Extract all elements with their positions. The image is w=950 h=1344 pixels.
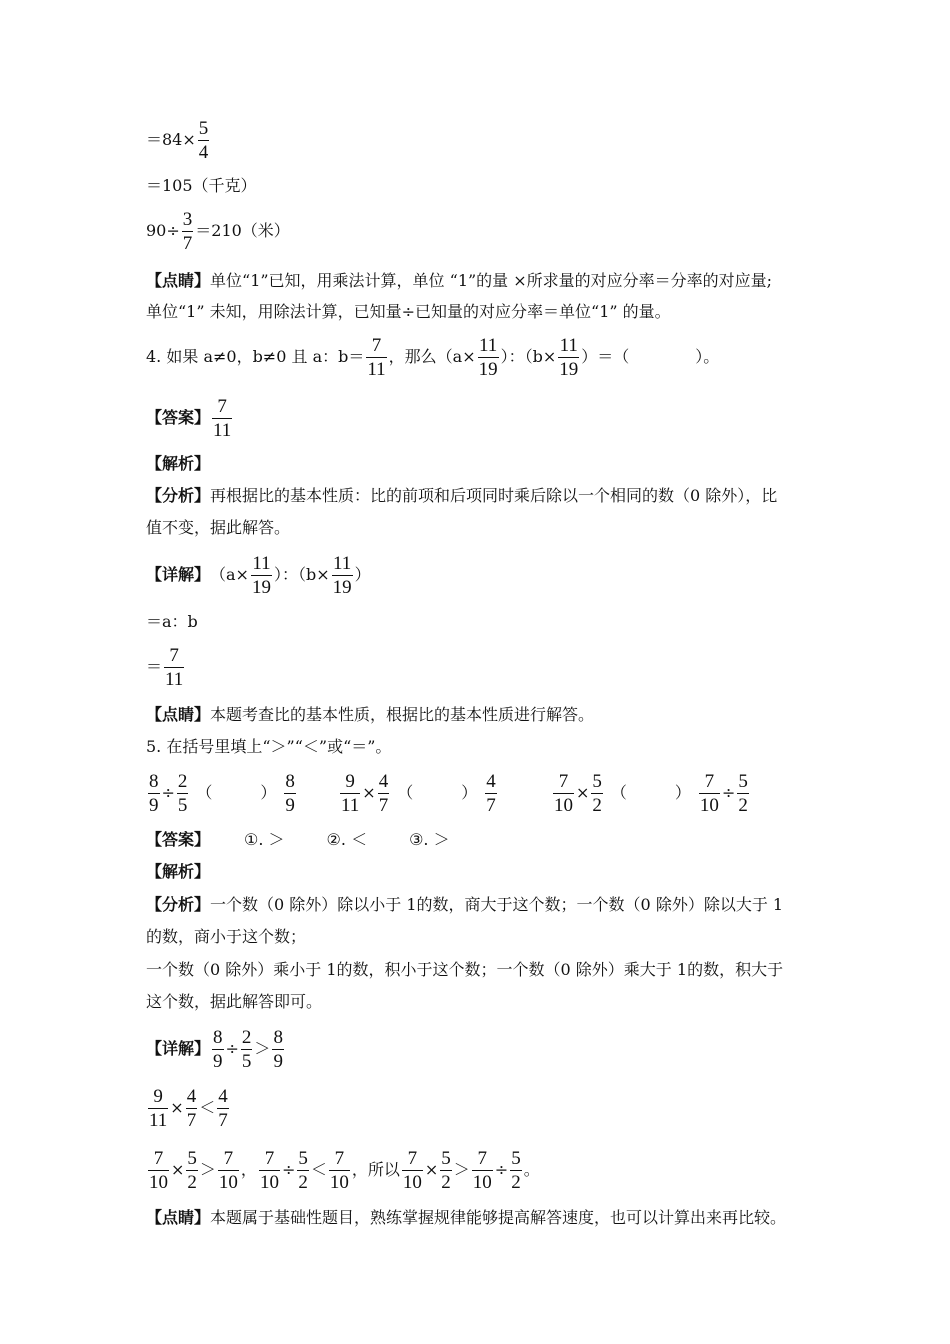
fraction <box>340 772 360 815</box>
denominator: 9 <box>149 794 159 816</box>
answer-blank: （ ） <box>397 783 478 802</box>
numerator: 5 <box>198 117 209 139</box>
operator: × <box>576 783 590 802</box>
relation-sign: ＞ <box>254 1039 271 1058</box>
fraction <box>148 772 160 815</box>
question-5-stem <box>146 737 391 757</box>
fraction <box>378 772 390 815</box>
tip-line-2 <box>146 302 671 322</box>
question-5-fenxi-line-4 <box>146 992 322 1012</box>
stem-text: ）。 <box>695 347 720 366</box>
fraction <box>182 210 194 253</box>
numerator: 5 <box>441 1147 451 1169</box>
numerator: 11 <box>252 552 271 574</box>
operator: × <box>170 1098 184 1117</box>
fraction <box>553 772 574 815</box>
tip-text: 本题考查比的基本性质，根据比的基本性质进行解答。 <box>210 705 595 724</box>
numerator: 3 <box>182 208 193 230</box>
fraction <box>699 772 720 815</box>
fraction <box>402 1149 423 1192</box>
fraction <box>186 1149 198 1192</box>
denominator: 9 <box>285 794 295 816</box>
equation-text: ＝210（米） <box>195 221 290 240</box>
numerator: 4 <box>486 770 496 792</box>
tip-tag: 【点睛】 <box>146 1208 211 1227</box>
numerator: 7 <box>153 1147 164 1169</box>
answer-3: ③. ＞ <box>409 830 450 849</box>
denominator: 11 <box>165 668 184 690</box>
question-4-analysis-heading <box>146 454 210 474</box>
denominator: 19 <box>332 576 352 598</box>
numerator: 5 <box>511 1147 521 1169</box>
fraction <box>297 1149 309 1192</box>
fraction <box>218 1149 239 1192</box>
numerator: 5 <box>738 770 748 792</box>
comparison-3 <box>551 770 751 816</box>
detail-text: ＝a：b <box>146 612 198 631</box>
denominator: 10 <box>402 1171 422 1193</box>
denominator: 19 <box>478 358 498 380</box>
answer-tag: 【答案】 <box>146 830 211 849</box>
numerator: 5 <box>187 1147 197 1169</box>
numerator: 9 <box>345 770 355 792</box>
equation-text: ＝105（千克） <box>146 176 257 195</box>
fraction <box>485 772 497 815</box>
detail-text: ）：（b× <box>273 565 330 584</box>
fraction <box>329 1149 350 1192</box>
denominator: 4 <box>198 141 209 163</box>
fraction <box>251 554 272 597</box>
fraction <box>478 336 499 379</box>
relation-sign: ＜ <box>310 1160 327 1179</box>
stem-text: ，那么（a× <box>388 347 476 366</box>
fraction <box>472 1149 493 1192</box>
numerator: 7 <box>558 770 569 792</box>
denominator: 10 <box>699 794 719 816</box>
operator: ÷ <box>225 1039 239 1058</box>
fraction <box>332 554 353 597</box>
equation-text: ＝84× <box>146 130 196 149</box>
question-4-detail-line-3 <box>146 644 186 690</box>
denominator: 9 <box>213 1050 223 1072</box>
denominator: 5 <box>177 794 188 816</box>
question-5-detail-line-1 <box>146 1026 286 1072</box>
fraction <box>558 336 579 379</box>
end-punctuation: 。 <box>523 1160 540 1179</box>
fraction <box>198 119 210 162</box>
tip-text: 本题属于基础性题目，熟练掌握规律能够提高解答速度，也可以计算出来再比较。 <box>210 1208 787 1227</box>
fraction <box>164 646 184 689</box>
operator: × <box>424 1160 439 1179</box>
numerator: 11 <box>332 552 352 574</box>
fraction <box>272 1028 284 1071</box>
question-4-tip <box>146 705 594 725</box>
question-4-stem <box>146 334 720 380</box>
numerator: 7 <box>217 395 227 417</box>
numerator: 7 <box>407 1147 418 1169</box>
numerator: 2 <box>241 1026 252 1048</box>
equation-line-3 <box>146 208 290 254</box>
connector-text: ，所以 <box>351 1160 400 1179</box>
question-4-answer <box>146 395 234 441</box>
stem-text: ）：（b× <box>500 347 557 366</box>
numerator: 9 <box>153 1085 163 1107</box>
numerator: 4 <box>218 1085 228 1107</box>
numerator: 8 <box>149 770 159 792</box>
denominator: 9 <box>273 1050 283 1072</box>
fraction <box>737 772 749 815</box>
fraction <box>186 1087 198 1130</box>
denominator: 2 <box>592 794 602 816</box>
fenxi-tag: 【分析】 <box>146 486 211 505</box>
stem-text: 4. 如果 a≠0，b≠0 且 a：b＝ <box>146 347 365 366</box>
numerator: 8 <box>285 770 295 792</box>
fraction <box>212 1028 224 1071</box>
equation-text: 90÷ <box>146 221 180 240</box>
denominator: 5 <box>241 1050 252 1072</box>
question-5-answer <box>146 830 450 850</box>
denominator: 11 <box>213 419 232 441</box>
numerator: 7 <box>169 644 179 666</box>
fenxi-text: 的数，商小于这个数； <box>146 927 307 946</box>
fenxi-tag: 【分析】 <box>146 895 211 914</box>
detail-text: ） <box>354 565 371 584</box>
fraction <box>284 772 296 815</box>
denominator: 7 <box>486 794 496 816</box>
numerator: 5 <box>298 1147 308 1169</box>
question-5-fenxi-line-1 <box>146 895 783 915</box>
numerator: 4 <box>378 770 389 792</box>
numerator: 4 <box>186 1085 197 1107</box>
question-5-detail-line-2 <box>146 1085 231 1131</box>
comparison-1 <box>146 770 298 816</box>
numerator: 7 <box>371 334 382 356</box>
question-5-fenxi-line-2 <box>146 927 306 947</box>
question-4-detail-line-1 <box>146 552 371 598</box>
numerator: 7 <box>334 1147 345 1169</box>
denominator: 2 <box>187 1171 197 1193</box>
denominator: 10 <box>554 794 573 816</box>
operator: × <box>362 783 376 802</box>
numerator: 7 <box>264 1147 275 1169</box>
answer-blank: （ ） <box>196 783 277 802</box>
analysis-tag: 【解析】 <box>146 454 211 473</box>
numerator: 8 <box>273 1026 283 1048</box>
numerator: 11 <box>478 334 498 356</box>
fraction <box>259 1149 280 1192</box>
denominator: 10 <box>218 1171 238 1193</box>
denominator: 2 <box>511 1171 521 1193</box>
relation-sign: ＞ <box>453 1160 470 1179</box>
denominator: 11 <box>149 1109 168 1131</box>
numerator: 7 <box>223 1147 234 1169</box>
fenxi-text: 这个数，据此解答即可。 <box>146 992 323 1011</box>
detail-text: （a× <box>210 565 249 584</box>
fraction <box>177 772 189 815</box>
question-4-detail-line-2 <box>146 612 198 632</box>
question-5-analysis-heading <box>146 862 210 882</box>
denominator: 10 <box>259 1171 279 1193</box>
answer-blank: （ ） <box>610 783 691 802</box>
denominator: 7 <box>218 1109 228 1131</box>
denominator: 7 <box>182 232 193 254</box>
relation-sign: ＜ <box>199 1098 216 1117</box>
fraction <box>510 1149 522 1192</box>
answer-1: ①. ＞ <box>244 830 285 849</box>
denominator: 10 <box>149 1171 168 1193</box>
numerator: 5 <box>592 770 602 792</box>
operator: ÷ <box>281 1160 296 1179</box>
operator: ÷ <box>721 783 736 802</box>
relation-sign: ＞ <box>199 1160 216 1179</box>
question-4-fenxi-line-2 <box>146 518 290 538</box>
operator: ÷ <box>161 783 175 802</box>
fenxi-text: 一个数（0 除外）乘小于 1的数，积小于这个数；一个数（0 除外）乘大于 1的数，积大于 <box>146 960 784 979</box>
numerator: 8 <box>213 1026 223 1048</box>
fenxi-text: 再根据比的基本性质：比的前项和后项同时乘后除以一个相同的数（0 除外），比 <box>210 486 778 505</box>
equation-line-1 <box>146 117 211 163</box>
answer-tag: 【答案】 <box>146 408 211 427</box>
separator: ， <box>240 1160 257 1179</box>
detail-text: ＝ <box>146 657 163 676</box>
denominator: 7 <box>186 1109 197 1131</box>
tip-tag: 【点睛】 <box>146 271 211 290</box>
answer-2: ②. ＜ <box>326 830 368 849</box>
fraction <box>241 1028 253 1071</box>
detail-tag: 【详解】 <box>146 1039 211 1058</box>
equation-line-2 <box>146 176 257 196</box>
fraction <box>217 1087 229 1130</box>
fraction <box>148 1149 169 1192</box>
tip-line-1 <box>146 271 772 291</box>
fraction <box>591 772 603 815</box>
denominator: 7 <box>378 794 389 816</box>
denominator: 10 <box>472 1171 492 1193</box>
fraction <box>148 1087 168 1130</box>
operator: ÷ <box>494 1160 509 1179</box>
stem-text: ）＝（ <box>581 347 630 366</box>
question-5-detail-line-3 <box>146 1147 540 1193</box>
analysis-tag: 【解析】 <box>146 862 211 881</box>
fraction <box>366 336 386 379</box>
stem-text: 5. 在括号里填上“＞”“＜”或“＝”。 <box>146 737 392 756</box>
fraction <box>212 397 232 440</box>
denominator: 11 <box>341 794 360 816</box>
operator: × <box>171 1160 185 1179</box>
denominator: 11 <box>367 358 386 380</box>
denominator: 19 <box>251 576 271 598</box>
denominator: 19 <box>559 358 579 380</box>
detail-tag: 【详解】 <box>146 565 211 584</box>
fenxi-text: 一个数（0 除外）除以小于 1的数，商大于这个数；一个数（0 除外）除以大于 1 <box>210 895 784 914</box>
numerator: 11 <box>559 334 578 356</box>
tip-tag: 【点睛】 <box>146 705 211 724</box>
fenxi-text: 值不变，据此解答。 <box>146 518 291 537</box>
comparison-2 <box>338 770 499 816</box>
denominator: 2 <box>441 1171 451 1193</box>
fraction <box>440 1149 452 1192</box>
numerator: 7 <box>477 1147 488 1169</box>
denominator: 2 <box>298 1171 308 1193</box>
denominator: 2 <box>738 794 748 816</box>
tip-text: 单位“1” 未知，用除法计算，已知量÷已知量的对应分率＝单位“1” 的量。 <box>146 302 671 321</box>
question-5-fenxi-line-3 <box>146 960 783 980</box>
numerator: 2 <box>177 770 188 792</box>
denominator: 10 <box>329 1171 349 1193</box>
tip-text: 单位“1”已知，用乘法计算，单位 “1”的量 ×所求量的对应分率＝分率的对应量; <box>210 271 773 290</box>
question-4-fenxi-line-1 <box>146 486 777 506</box>
numerator: 7 <box>704 770 715 792</box>
question-5-tip <box>146 1208 786 1228</box>
